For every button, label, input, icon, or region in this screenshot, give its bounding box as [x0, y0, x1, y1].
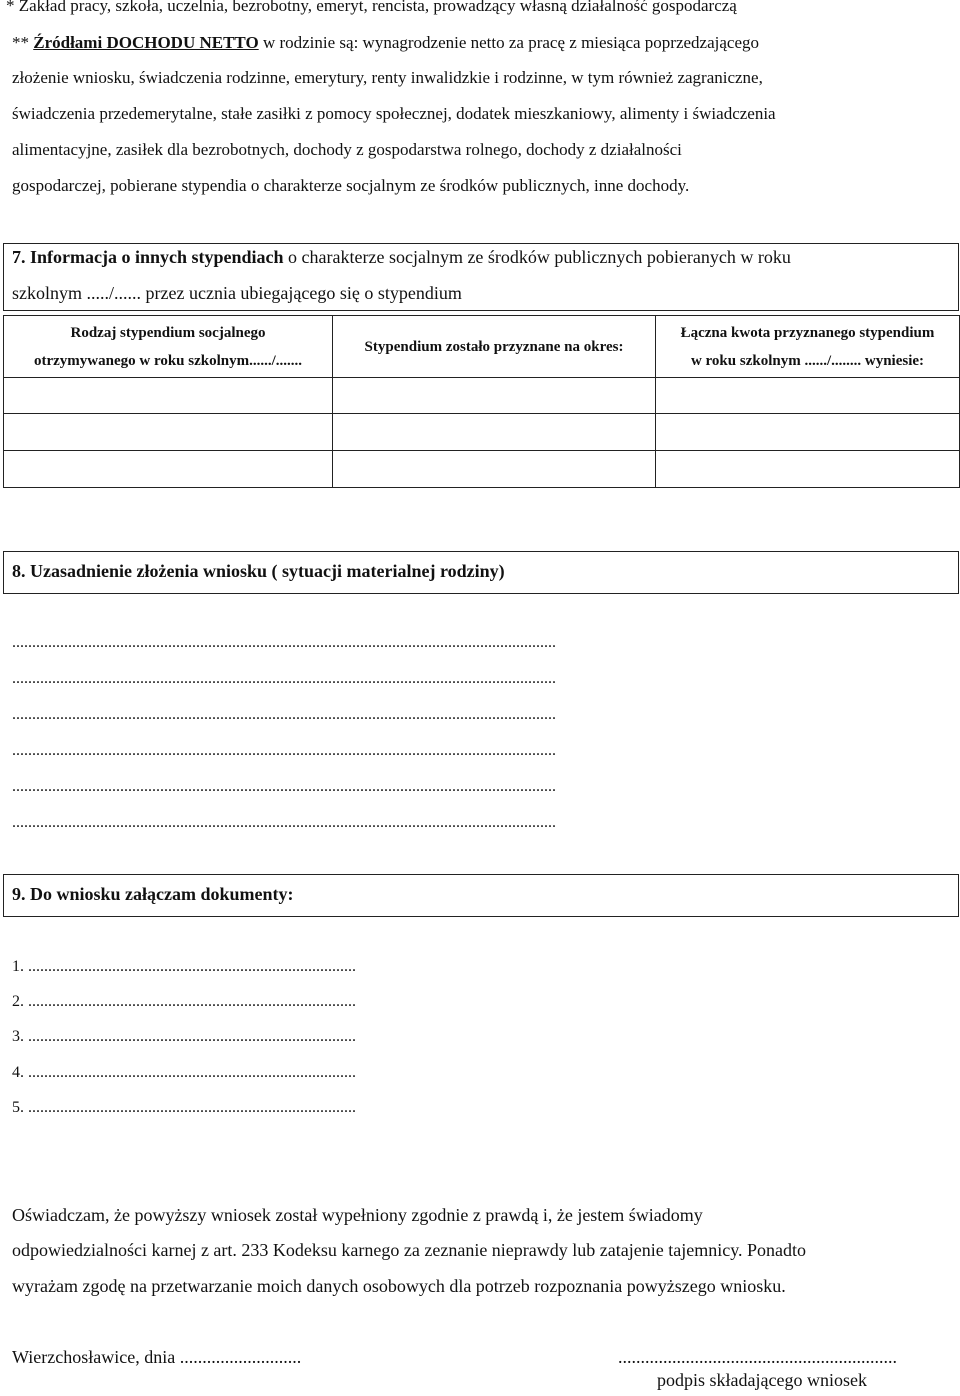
- justification-line-2[interactable]: ........................................................................................................................................: [12, 670, 556, 687]
- declaration-line-1: Oświadczam, że powyższy wniosek został wypełniony zgodnie z prawdą i, że jestem świadomy: [12, 1205, 703, 1225]
- footnote-double-star-bold: Źródłami DOCHODU NETTO: [33, 33, 259, 52]
- scholarship-table: [3, 315, 960, 488]
- justification-line-1[interactable]: ........................................................................................................................................: [12, 634, 556, 651]
- table-header-row: [4, 316, 960, 378]
- section-7-heading: [12, 247, 791, 268]
- attachment-item-4[interactable]: 4. ..................................................................................: [12, 1064, 356, 1081]
- signature-caption: podpis składającego wniosek: [657, 1370, 867, 1390]
- section-7-heading-bold: 7. Informacja o innych stypendiach: [12, 247, 284, 267]
- table-cell-amount[interactable]: [656, 378, 960, 414]
- table-cell-type[interactable]: [4, 414, 333, 451]
- table-cell-amount[interactable]: [656, 451, 960, 488]
- footnote-single-star: * Zakład pracy, szkoła, uczelnia, bezrobotny, emeryt, rencista, prowadzący własną działalność gospodarczą: [6, 0, 737, 15]
- table-header-amount-line2: w roku szkolnym ....../........ wyniesie:: [690, 352, 925, 369]
- table-header-type-line1: Rodzaj stypendium socjalnego: [70, 324, 266, 341]
- footnote-line-6: gospodarczej, pobierane stypendia o charakterze socjalnym ze środków publicznych, inne dochody.: [12, 176, 690, 195]
- table-cell-type[interactable]: [4, 451, 333, 488]
- table-header-type: [4, 316, 333, 378]
- section-8-title: 8. Uzasadnienie złożenia wniosku ( sytuacji materialnej rodziny): [12, 561, 505, 581]
- attachment-item-2[interactable]: 2. ..................................................................................: [12, 993, 356, 1010]
- table-cell-period[interactable]: [333, 414, 656, 451]
- footnote-double-star-rest: w rodzinie są: wynagrodzenie netto za pracę z miesiąca poprzedzającego: [258, 33, 759, 52]
- section-7-subheading: szkolnym ...../...... przez ucznia ubiegającego się o stypendium: [12, 283, 462, 303]
- table-header-type-line2: otrzymywanego w roku szkolnym....../.......: [33, 352, 303, 369]
- declaration-line-3: wyrażam zgodę na przetwarzanie moich danych osobowych dla potrzeb rozpoznania powyższego wniosku.: [12, 1276, 786, 1296]
- place-date-field[interactable]: Wierzchosławice, dnia ...........................: [12, 1347, 302, 1367]
- footnote-line-3: złożenie wniosku, świadczenia rodzinne, emerytury, renty inwalidzkie i rodzinne, w tym również zagraniczne,: [12, 68, 763, 87]
- footnote-line-4: świadczenia przedemerytalne, stałe zasiłki z pomocy społecznej, dodatek mieszkaniowy, alimenty i świadczenia: [12, 104, 776, 123]
- signature-line[interactable]: ..............................................................: [618, 1347, 897, 1367]
- footnote-double-star-prefix: **: [12, 33, 34, 52]
- table-row: [4, 451, 960, 488]
- justification-line-3[interactable]: ........................................................................................................................................: [12, 706, 556, 723]
- justification-line-5[interactable]: ........................................................................................................................................: [12, 778, 556, 795]
- attachment-item-1[interactable]: 1. ..................................................................................: [12, 958, 356, 975]
- table-cell-period[interactable]: [333, 378, 656, 414]
- table-row: [4, 414, 960, 451]
- table-row: [4, 378, 960, 414]
- section-7-heading-rest: o charakterze socjalnym ze środków publicznych pobieranych w roku: [283, 247, 791, 267]
- declaration-line-2: odpowiedzialności karnej z art. 233 Kodeksu karnego za zeznanie nieprawdy lub zatajenie tajemnicy. Ponadto: [12, 1240, 807, 1260]
- table-cell-period[interactable]: [333, 451, 656, 488]
- table-header-amount-line1: Łączna kwota przyznanego stypendium: [680, 324, 935, 341]
- table-cell-amount[interactable]: [656, 414, 960, 451]
- justification-line-4[interactable]: ........................................................................................................................................: [12, 742, 556, 759]
- attachment-item-3[interactable]: 3. ..................................................................................: [12, 1028, 356, 1045]
- justification-line-6[interactable]: ........................................................................................................................................: [12, 814, 556, 831]
- table-header-amount: [656, 316, 960, 378]
- table-header-period: Stypendium zostało przyznane na okres:: [333, 316, 656, 378]
- table-cell-type[interactable]: [4, 378, 333, 414]
- section-9-title: 9. Do wniosku załączam dokumenty:: [12, 884, 294, 904]
- footnote-double-star: [12, 33, 759, 53]
- attachment-item-5[interactable]: 5. ..................................................................................: [12, 1099, 356, 1116]
- footnote-line-5: alimentacyjne, zasiłek dla bezrobotnych, dochody z gospodarstwa rolnego, dochody z działalności: [12, 140, 682, 159]
